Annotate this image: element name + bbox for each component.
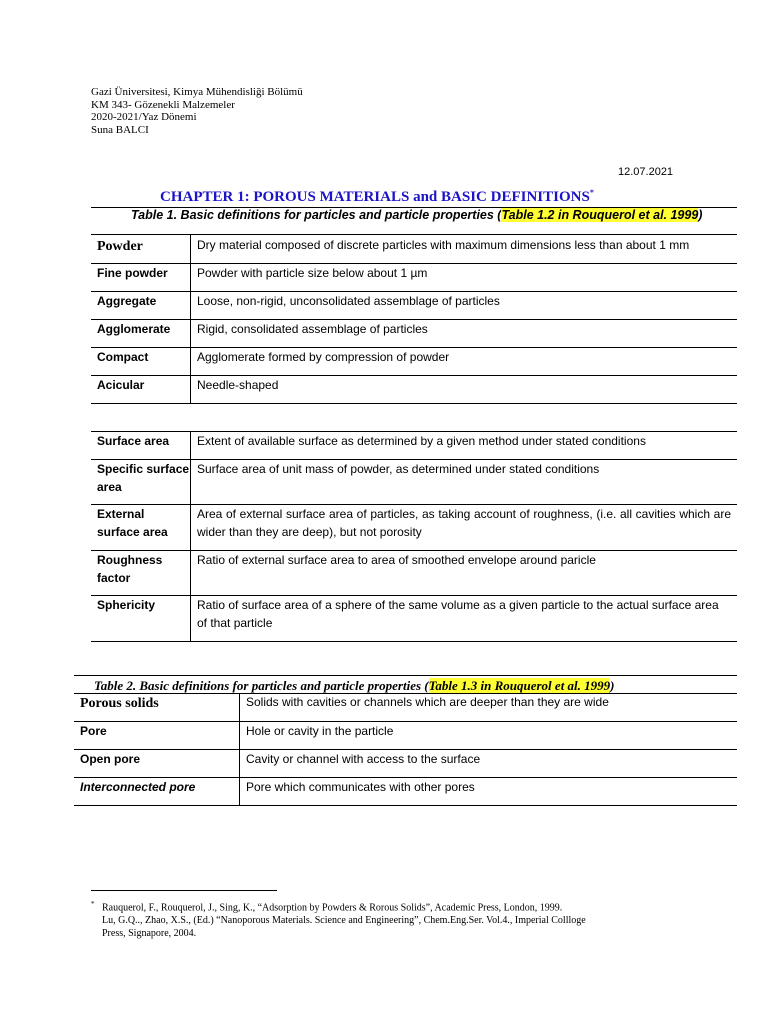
footnote-reference-1: Rauquerol, F., Rouquerol, J., Sing, K., “Adsorption by Powders & Rorous Solids”, Academic Press, London, 1999. bbox=[102, 902, 563, 914]
term-cell: Open pore bbox=[74, 750, 240, 778]
table-row bbox=[91, 292, 737, 320]
definition-cell: Ratio of surface area of a sphere of the same volume as a given particle to the actual surface area of that particle bbox=[191, 596, 738, 642]
term-cell bbox=[91, 235, 191, 264]
definition-cell: Cavity or channel with access to the surface bbox=[240, 750, 738, 778]
chapter-title-text: CHAPTER 1: POROUS MATERIALS and BASIC DEFINITIONS bbox=[160, 189, 590, 205]
definition-cell: Dry material composed of discrete particles with maximum dimensions less than about 1 mm bbox=[191, 235, 738, 264]
table1-particles bbox=[91, 234, 737, 404]
chapter-title bbox=[160, 188, 594, 206]
term-cell: Roughness factor bbox=[91, 551, 191, 596]
table1-caption-post: ) bbox=[698, 208, 703, 222]
table-row bbox=[91, 348, 737, 376]
term-porous-solids: Porous solids bbox=[80, 696, 159, 711]
table-row bbox=[91, 596, 737, 642]
term-cell: Pore bbox=[74, 722, 240, 750]
header-line-2: KM 343- Gözenekli Malzemeler bbox=[91, 99, 235, 111]
term-cell: Acicular bbox=[91, 376, 191, 404]
table-row bbox=[74, 750, 737, 778]
definition-cell: Extent of available surface as determined by a given method under stated conditions bbox=[191, 432, 738, 460]
definition-cell: Surface area of unit mass of powder, as determined under stated conditions bbox=[191, 460, 738, 505]
definition-cell: Loose, non-rigid, unconsolidated assemblage of particles bbox=[191, 292, 738, 320]
table-row bbox=[91, 235, 737, 264]
footnote-mark: * bbox=[91, 900, 95, 908]
definition-cell: Area of external surface area of particles, as taking account of roughness, (i.e. all cavities which are wider than they are deep), but not porosity bbox=[191, 505, 738, 551]
table-row bbox=[91, 432, 737, 460]
definition-cell: Ratio of external surface area to area of smoothed envelope around paricle bbox=[191, 551, 738, 596]
term-cell: Surface area bbox=[91, 432, 191, 460]
term-powder: Powder bbox=[97, 239, 143, 254]
term-cell: Interconnected pore bbox=[74, 778, 240, 806]
table-row bbox=[91, 505, 737, 551]
table-row bbox=[74, 694, 737, 722]
table2-reference-highlight: Table 1.3 in Rouquerol et al. 1999 bbox=[428, 678, 611, 693]
table2-caption-pre: Table 2. Basic definitions for particles and particle properties ( bbox=[94, 678, 429, 693]
definition-cell: Rigid, consolidated assemblage of particles bbox=[191, 320, 738, 348]
footnote bbox=[91, 898, 691, 940]
term-cell: Aggregate bbox=[91, 292, 191, 320]
footnote-separator bbox=[91, 890, 277, 891]
term-cell: External surface area bbox=[91, 505, 191, 551]
table1-caption-pre: Table 1. Basic definitions for particles and particle properties ( bbox=[131, 208, 502, 222]
definition-cell: Agglomerate formed by compression of powder bbox=[191, 348, 738, 376]
term-cell: Agglomerate bbox=[91, 320, 191, 348]
header-line-4: Suna BALCI bbox=[91, 124, 149, 136]
table1-caption bbox=[131, 208, 702, 222]
table-row bbox=[74, 722, 737, 750]
table2-caption bbox=[94, 678, 615, 694]
term-cell: Fine powder bbox=[91, 264, 191, 292]
table1-reference-highlight: Table 1.2 in Rouquerol et al. 1999 bbox=[501, 208, 699, 222]
footnote-line-2: Lu, G.Q.., Zhao, X.S., (Ed.) “Nanoporous Materials. Science and Engineering”, Chem.Eng.Ser. Vol.4., Imperial Collloge bbox=[102, 915, 586, 927]
footnote-line-1 bbox=[91, 898, 691, 914]
definition-cell: Powder with particle size below about 1 µm bbox=[191, 264, 738, 292]
table-row bbox=[91, 320, 737, 348]
table1-surface bbox=[91, 431, 737, 642]
term-cell bbox=[74, 694, 240, 722]
definition-cell: Needle-shaped bbox=[191, 376, 738, 404]
header-line-3: 2020-2021/Yaz Dönemi bbox=[91, 111, 197, 123]
table1-top-rule bbox=[91, 207, 737, 208]
definition-cell: Hole or cavity in the particle bbox=[240, 722, 738, 750]
definition-cell: Solids with cavities or channels which are deeper than they are wide bbox=[240, 694, 738, 722]
term-cell: Specific surface area bbox=[91, 460, 191, 505]
header-line-1: Gazi Üniversitesi, Kimya Mühendisliği Bölümü bbox=[91, 86, 303, 98]
chapter-footnote-mark: * bbox=[589, 188, 594, 197]
table2-top-rule bbox=[74, 675, 737, 676]
term-cell: Sphericity bbox=[91, 596, 191, 642]
footnote-line-3: Press, Signapore, 2004. bbox=[102, 928, 197, 940]
table2-caption-post: ) bbox=[610, 678, 615, 693]
term-cell: Compact bbox=[91, 348, 191, 376]
table-row bbox=[91, 460, 737, 505]
table-row bbox=[91, 264, 737, 292]
document-date: 12.07.2021 bbox=[618, 166, 674, 178]
table-row bbox=[74, 778, 737, 806]
table-row bbox=[91, 376, 737, 404]
table2-porous bbox=[74, 693, 737, 806]
table-row bbox=[91, 551, 737, 596]
definition-cell: Pore which communicates with other pores bbox=[240, 778, 738, 806]
